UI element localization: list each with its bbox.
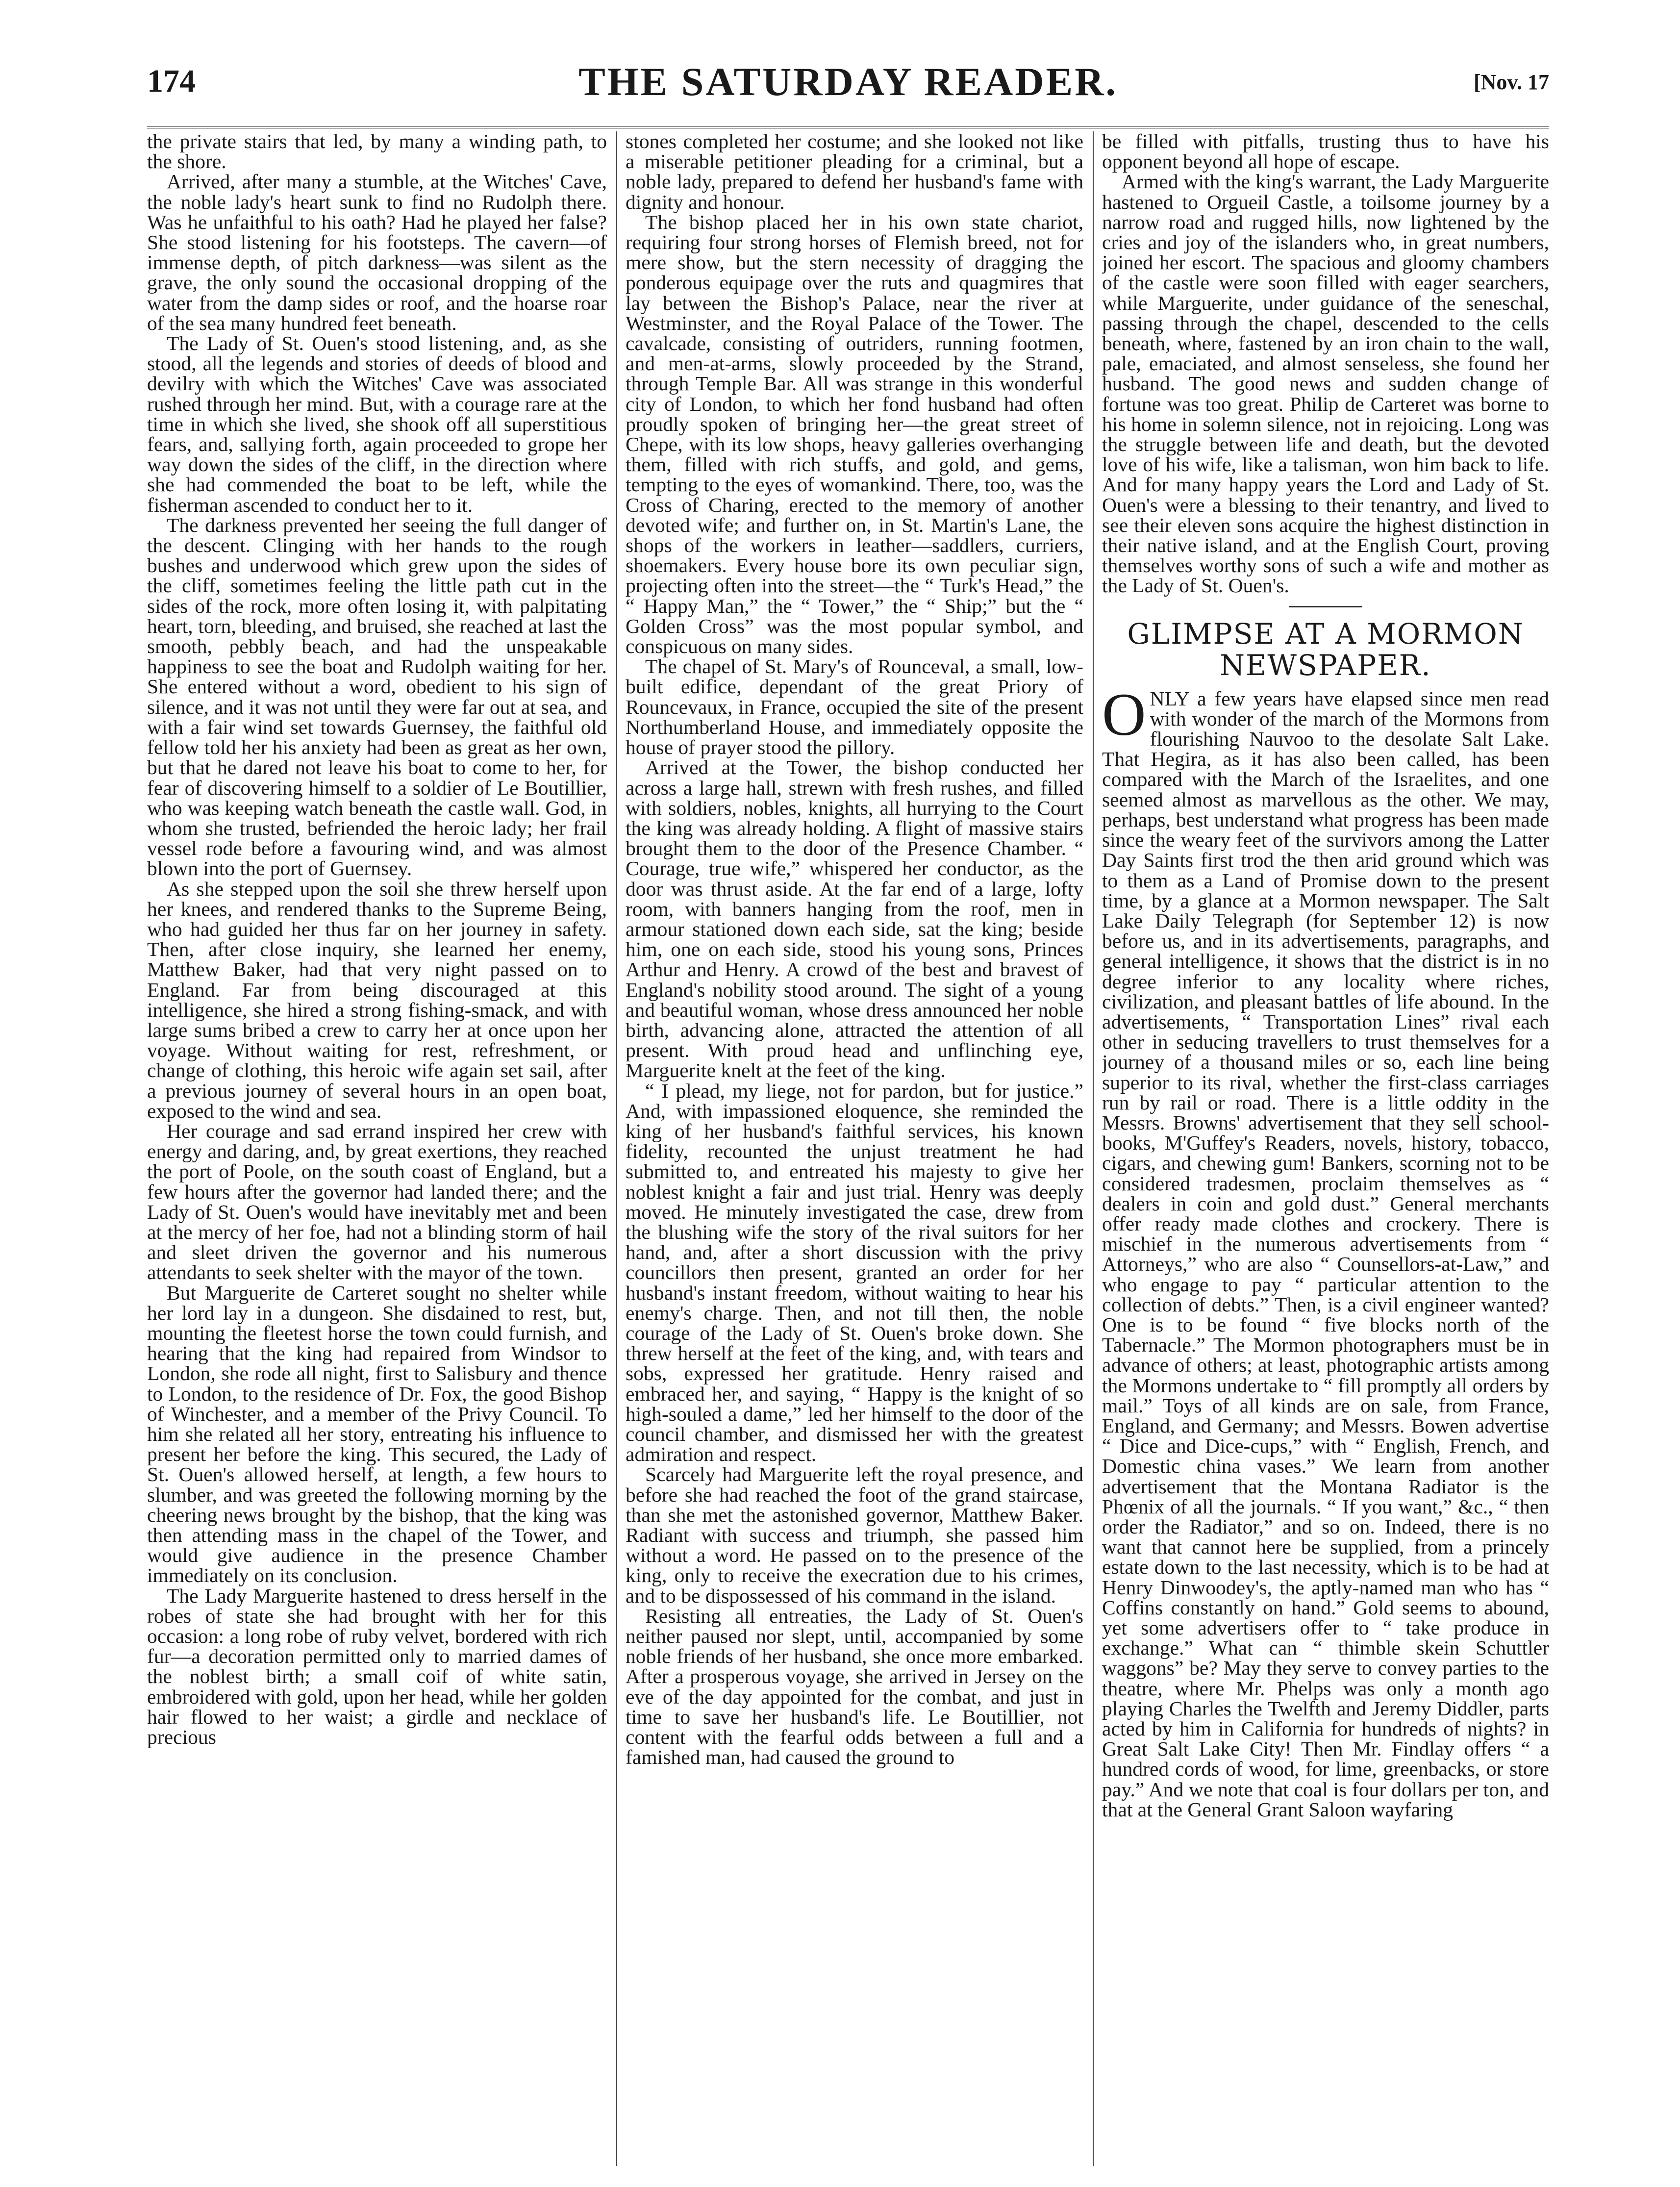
paragraph: Arrived at the Tower, the bishop conducted her across a large hall, strewn with fresh rushes, and filled with soldiers, nobles, knights, all hurrying to the Court the king was already holding. A flight of massive stairs brought them to the door of the Presence Chamber. “ Courage, true wife,” whispered her conductor, as the door was thrust aside. At the far end of a large, lofty room, with banners hanging from the roof, men in armour stationed down each side, sat the king; beside him, one on each side, stood his young sons, Princes Arthur and Henry. A crowd of the best and bravest of England's nobility stood around. The sight of a young and beautiful woman, whose dress announced her noble birth, advancing alone, attracted the attention of all present. With proud head and unflinching eye, Marguerite knelt at the feet of the king. bbox=[626, 756, 1083, 1082]
page-number: 174 bbox=[147, 63, 196, 99]
paragraph: Her courage and sad errand inspired her crew with energy and daring, and, by great exertions, they reached the port of Poole, on the south coast of England, but a few hours after the governor had landed there; and the Lady of St. Ouen's would have inevitably met and been at the mercy of her foe, had not a blinding storm of hail and sleet driven the governor and his numerous attendants to seek shelter with the mayor of the town. bbox=[147, 1119, 607, 1284]
column-divider bbox=[616, 131, 617, 2166]
column-3 bbox=[1102, 131, 1549, 2166]
masthead: THE SATURDAY READER. bbox=[578, 59, 1118, 104]
article-title: GLIMPSE AT A MORMON NEWSPAPER. bbox=[1127, 617, 1524, 682]
header-rule bbox=[147, 126, 1549, 128]
paragraph: Scarcely had Marguerite left the royal presence, and before she had reached the foot of the grand staircase, than she met the astonished governor, Matthew Baker. Radiant with success and triumph, she passed him without a word. He passed on to the presence of the king, only to receive the execration due to his crimes, and to be dispossessed of his command in the island. bbox=[626, 1463, 1083, 1607]
dropcap: O bbox=[1102, 680, 1146, 748]
paragraph: The Lady of St. Ouen's stood listening, and, as she stood, all the legends and stories of deeds of blood and devilry with which the Witches' Cave was associated rushed through her mind. But, with a courage rare at the time in which she lived, she shook off all superstitious fears, and, sallying forth, again proceeded to grope her way down the sides of the cliff, in the direction where she had commended the boat to be left, while the fisherman ascended to conduct her to it. bbox=[147, 332, 607, 516]
section-divider bbox=[1289, 606, 1362, 607]
column-divider bbox=[1093, 131, 1094, 2166]
column-1 bbox=[147, 131, 607, 2166]
paragraph: “ I plead, my liege, not for pardon, but for justice.” And, with impassioned eloquence, she reminded the king of her husband's faithful services, his known fidelity, recounted the unjust treatment he had submitted to, and entreated his majesty to give her noblest knight a fair and just trial. Henry was deeply moved. He minutely investigated the case, drew from the blushing wife the story of the rival suitors for her hand, and, after a short discussion with the privy councillors then present, granted an order for her husband's instant freedom, without waiting to hear his enemy's charge. Then, and not till then, the noble courage of the Lady of St. Ouen's broke down. She threw herself at the feet of the king, and, with tears and sobs, expressed her gratitude. Henry raised and embraced her, and saying, “ Happy is the knight of so high-souled a dame,” led her himself to the door of the council chamber, and dismissed her with the greatest admiration and respect. bbox=[626, 1079, 1083, 1466]
paragraph: The darkness prevented her seeing the full danger of the descent. Clinging with her hands to the rough bushes and underwood which grew upon the sides of the cliff, sometimes feeling the little path cut in the sides of the rock, more often losing it, with palpitating heart, torn, bleeding, and bruised, she reached at last the smooth, pebbly beach, and had the unspeakable happiness to see the boat and Rudolph waiting for her. She entered without a word, obedient to his sign of silence, and it was not until they were far out at sea, and with a fair wind set towards Guernsey, the faithful old fellow told her his anxiety had been as great as her own, but that he dared not leave his boat to come to her, for fear of discovering himself to a soldier of Le Boutillier, who was keeping watch beneath the castle wall. God, in whom she trusted, befriended the heroic lady; her frail vessel rode before a favouring wind, and was almost blown into the port of Guernsey. bbox=[147, 513, 607, 880]
issue-date: [Nov. 17 bbox=[1474, 70, 1549, 94]
paragraph: As she stepped upon the soil she threw herself upon her knees, and rendered thanks to the Supreme Being, who had guided her thus far on her journey in safety. Then, after close inquiry, she learned her enemy, Matthew Baker, had that very night passed on to England. Far from being discouraged at this intelligence, she hired a strong fishing-smack, and with large sums bribed a crew to carry her at once upon her voyage. Without waiting for rest, refreshment, or change of clothing, this heroic wife again set sail, after a previous journey of several hours in an open boat, exposed to the wind and sea. bbox=[147, 877, 607, 1122]
paragraph: Armed with the king's warrant, the Lady Marguerite hastened to Orgueil Castle, a toilsome journey by a narrow road and rugged hills, now lightened by the cries and joy of the islanders who, in great numbers, joined her escort. The spacious and gloomy chambers of the castle were soon filled with eager searchers, while Marguerite, under guidance of the seneschal, passing through the chapel, descended to the cells beneath, where, fastened by an iron chain to the wall, pale, emaciated, and almost senseless, she found her husband. The good news and sudden change of fortune was too great. Philip de Carteret was borne to his home in solemn silence, not in rejoicing. Long was the struggle between life and death, but the devoted love of his wife, like a talisman, won him back to life. And for many happy years the Lord and Lady of St. Ouen's were a blessing to their tenantry, and lived to see their eleven sons acquire the highest distinction in their native island, and at the English Court, proving themselves worthy sons of such a wife and mother as the Lady of St. Ouen's. bbox=[1102, 170, 1549, 597]
paragraph: be filled with pitfalls, trusting thus to have his opponent beyond all hope of escape. bbox=[1102, 131, 1549, 173]
paragraph: The bishop placed her in his own state chariot, requiring four strong horses of Flemish breed, not for mere show, but the stern necessity of dragging the ponderous equipage over the ruts and quagmires that lay between the Bishop's Palace, near the river at Westminster, and the Royal Palace of the Tower. The cavalcade, consisting of outriders, running footmen, and men-at-arms, slowly proceeded by the Strand, through Temple Bar. All was strange in this wonderful city of London, to which her fond husband had often proudly spoken of bringing her—the great street of Chepe, with its low shops, heavy galleries overhanging them, filled with rich stuffs, and gold, and gems, tempting to the eyes of womankind. There, too, was the Cross of Charing, erected to the memory of another devoted wife; and further on, in St. Martin's Lane, the shops of the workers in leather—saddlers, curriers, shoemakers. Every house bore its own peculiar sign, projecting often into the street—the “ Turk's Head,” the “ Happy Man,” the “ Tower,” the “ Ship;” but the “ Golden Cross” was the most popular symbol, and conspicuous on many sides. bbox=[626, 210, 1083, 658]
paragraph: The Lady Marguerite hastened to dress herself in the robes of state she had brought with her for this occasion: a long robe of ruby velvet, bordered with rich fur—a decoration permitted only to married dames of the noblest birth; a small coif of white satin, embroidered with gold, upon her head, while her golden hair flowed to her waist; a girdle and necklace of precious bbox=[147, 1584, 607, 1749]
paragraph: Resisting all entreaties, the Lady of St. Ouen's neither paused nor slept, until, accompanied by some noble friends of her husband, she once more embarked. After a prosperous voyage, she arrived in Jersey on the eve of the day appointed for the combat, and just in time to save her husband's life. Le Boutillier, not content with the fearful odds between a full and a famished man, had caused the ground to bbox=[626, 1604, 1083, 1769]
article-lead bbox=[1102, 680, 1549, 1821]
paragraph: stones completed her costume; and she looked not like a miserable petitioner pleading for a criminal, but a noble lady, prepared to defend her husband's fame with dignity and honour. bbox=[626, 131, 1083, 213]
paragraph: the private stairs that led, by many a winding path, to the shore. bbox=[147, 131, 607, 173]
column-2 bbox=[626, 131, 1083, 2166]
article-lead-text: NLY a few years have elapsed since men read with wonder of the march of the Mormons from flourishing Nauvoo to the desolate Salt Lake. That Hegira, as it has also been called, has been compared with the March of the Israelites, and one seemed almost as marvellous as the other. We may, perhaps, best understand what progress has been made since the weary feet of the survivors among the Latter Day Saints first trod the then arid ground which was to them as a Land of Promise down to the present time, by a glance at a Mormon newspaper. The Salt Lake Daily Telegraph (for September 12) is now before us, and in its advertisements, paragraphs, and general intelligence, it shows that the district is in no degree inferior to any locality where riches, civilization, and pleasant battles of life abound. In the advertisements, “ Transportation Lines” rival each other in seducing travellers to trust themselves for a journey of a thousand miles or so, each line being superior to its rival, whether the first-class carriages run by rail or road. There is a little oddity in the Messrs. Browns' advertisement that they sell school-books, M'Guffey's Readers, novels, history, tobacco, cigars, and chewing gum! Bankers, scorning not to be considered tradesmen, proclaim themselves as “ dealers in coin and gold dust.” General merchants offer ready made clothes and crockery. There is mischief in the numerous advertisements from “ Attorneys,” who are also “ Counsellors-at-Law,” and who engage to pay “ particular attention to the collection of debts.” Then, is a civil engineer wanted? One is to be found “ five blocks north of the Tabernacle.” The Mormon photographers must be in advance of others; at least, photographic artists among the Mormons undertake to “ fill promptly all orders by mail.” Toys of all kinds are on sale, from France, England, and Germany; and Messrs. Bowen advertise “ Dice and Dice-cups,” with “ English, French, and Domestic china vases.” We learn from another advertisement that the Montana Radiator is the Phœnix of all the journals. “ If you want,” &c., “ then order the Radiator,” and so on. Indeed, there is no want that cannot here be supplied, from a princely estate down to the last necessity, which is to be had at Henry Dinwoodey's, the aptly-named man who has “ Coffins constantly on hand.” Gold seems to abound, yet some advertisers offer to “ take produce in exchange.” What can “ thimble skein Schuttler waggons” be? May they serve to convey parties to the theatre, where Mr. Phelps was only a month ago playing Charles the Twelfth and Jeremy Diddler, parts acted by him in California for hundreds of nights? in Great Salt Lake City! Then Mr. Findlay offers “ a hundred cords of wood, for lime, greenbacks, or store pay.” And we note that coal is four dollars per ton, and that at the General Grant Saloon wayfaring bbox=[1102, 687, 1549, 1821]
paragraph: The chapel of St. Mary's of Rounceval, a small, low-built edifice, dependant of the great Priory of Rouncevaux, in France, occupied the site of the present Northumberland House, and immediately opposite the house of prayer stood the pillory. bbox=[626, 655, 1083, 759]
paragraph: Arrived, after many a stumble, at the Witches' Cave, the noble lady's heart sunk to find no Rudolph there. Was he unfaithful to his oath? Had he played her false? She stood listening for his footsteps. The cavern—of immense depth, of pitch darkness—was silent as the grave, the only sound the occasional dropping of the water from the damp sides or roof, and the hoarse roar of the sea many hundred feet beneath. bbox=[147, 170, 607, 334]
page-header bbox=[147, 59, 1549, 123]
paragraph: But Marguerite de Carteret sought no shelter while her lord lay in a dungeon. She disdained to rest, but, mounting the fleetest horse the town could furnish, and hearing that the king had repaired from Windsor to London, she rode all night, first to Salisbury and thence to London, to the residence of Dr. Fox, the good Bishop of Winchester, and a member of the Privy Council. To him she related all her story, entreating his influence to present her before the king. This secured, the Lady of St. Ouen's allowed herself, at length, a few hours to slumber, and was greeted the following morning by the cheering news brought by the bishop, that the king was then attending mass in the chapel of the Tower, and would give audience in the presence Chamber immediately on its conclusion. bbox=[147, 1281, 607, 1587]
